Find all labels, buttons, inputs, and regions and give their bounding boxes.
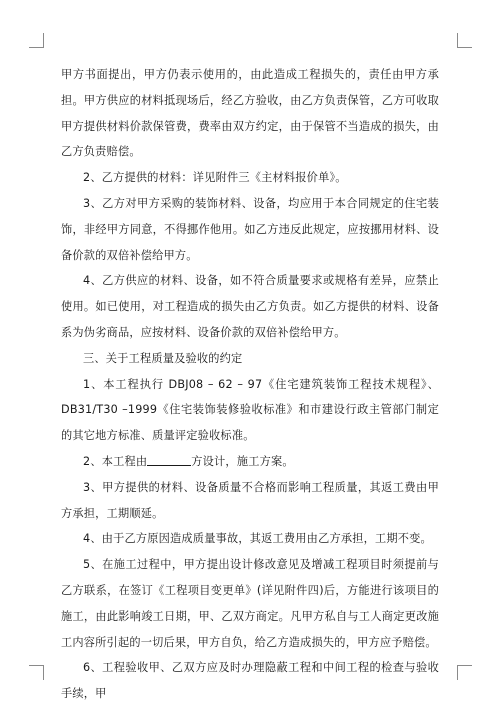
paragraph-continuation: 甲方书面提出，甲方仍表示使用的，由此造成工程损失的，责任由甲方承担。甲方供应的材料抵现场后，经乙方验收，由乙方负责保管，乙方可收取甲方提供材料价款保管费，费率由双方约定，由于保管不当造成的损失，由乙方负责赔偿。 — [61, 68, 439, 159]
crop-mark-bottom-left — [29, 665, 44, 680]
quality-2-text-before: 2、本工程由 — [83, 454, 148, 468]
section-heading-quality: 三、关于工程质量及验收的约定 — [83, 351, 243, 365]
paragraph-material-2: 2、乙方提供的材料：详见附件三《主材料报价单》。 — [83, 171, 347, 185]
quality-2-text-after: 方设计，施工方案。 — [191, 454, 294, 468]
paragraph-quality-3: 3、甲方提供的材料、设备质量不合格而影响工程质量，其返工费由甲方承担，工期顺延。 — [61, 480, 439, 520]
paragraph-quality-6: 6、工程验收甲、乙双方应及时办理隐蔽工程和中间工程的检查与验收手续，甲 — [61, 661, 439, 701]
paragraph-quality-4: 4、由于乙方原因造成质量事故，其返工费用由乙方承担，工期不变。 — [83, 532, 432, 546]
paragraph-quality-2 — [61, 449, 439, 475]
paragraph-quality-1: 1、本工程执行 DBJ08 – 62 – 97《住宅建筑装饰工程技术规程》、DB31/T30 –1999《住宅装饰装修验收标准》和市建设行政主管部门制定的其它地方标准、质量评定验收标准。 — [61, 377, 439, 443]
paragraph-quality-5: 5、在施工过程中，甲方提出设计修改意见及增减工程项目时须提前与乙方联系，在签订《工程项目变更单》(详见附件四)后，方能进行该项目的施工，由此影响竣工日期，甲、乙双方商定。凡甲方私自与工人商定更改施工内容所引起的一切后果，甲方自负，给乙方造成损失的，甲方应予赔偿。 — [61, 558, 439, 649]
paragraph-material-4: 4、乙方供应的材料、设备，如不符合质量要求或规格有差异，应禁止使用。如已使用，对工程造成的损失由乙方负责。如乙方提供的材料、设备系为伪劣商品，应按材料、设备价款的双倍补偿给甲方。 — [61, 274, 439, 339]
paragraph-material-3: 3、乙方对甲方采购的装饰材料、设备，均应用于本合同规定的住宅装饰，非经甲方同意，不得挪作他用。如乙方违反此规定，应按挪用材料、设备价款的双倍补偿给甲方。 — [61, 196, 439, 262]
crop-mark-top-left — [29, 33, 44, 48]
document-body — [61, 62, 439, 707]
crop-mark-bottom-right — [457, 665, 472, 680]
crop-mark-top-right — [457, 33, 472, 48]
fill-in-blank — [147, 454, 191, 466]
